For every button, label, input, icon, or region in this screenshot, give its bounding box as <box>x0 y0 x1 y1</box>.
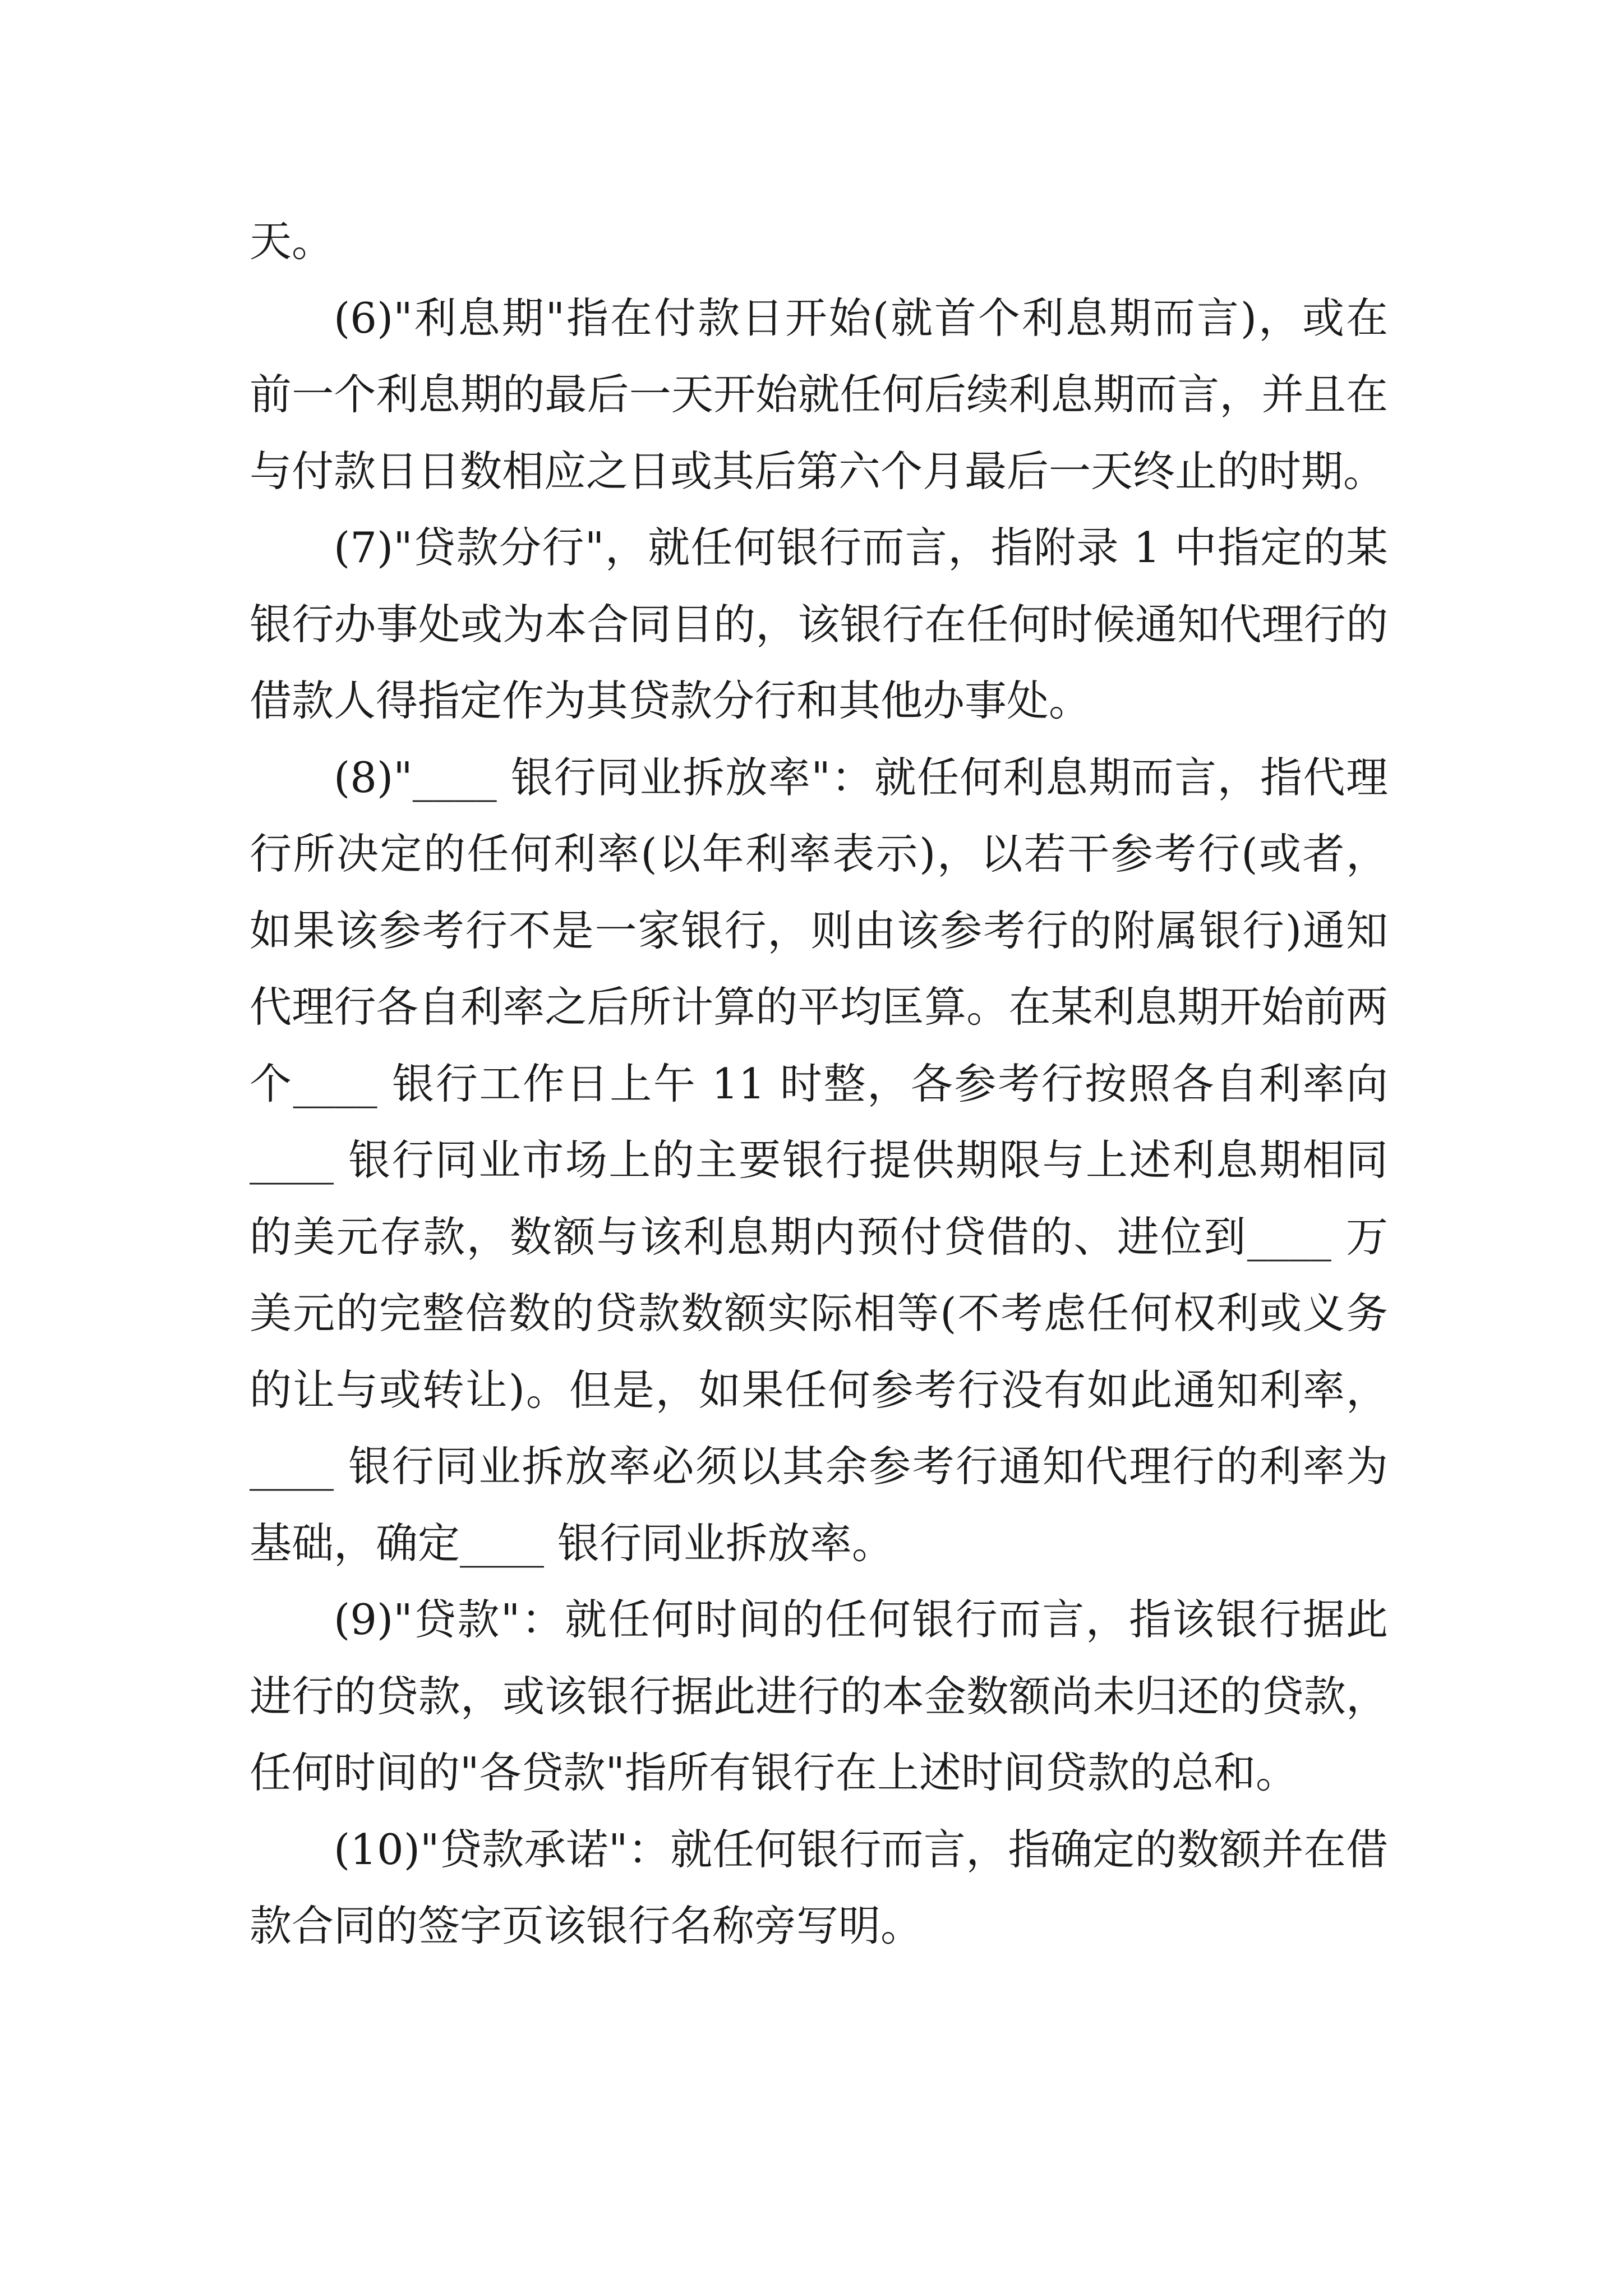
paragraph-continuation: 天。 <box>250 217 334 266</box>
paragraph-interbank-rate: (8)"____ 银行同业拆放率"：就任何利息期而言，指代理行所决定的任何利率(以年利率表示)，以若干参考行(或者，如果该参考行不是一家银行，则由该参考行的附属银行)通知代理行各自利率之后所计算的平均匡算。在某利息期开始前两个____ 银行工作日上午 11 时整，各参考行按照各自利率向____ 银行同业市场上的主要银行提供期限与上述利息期相同的美元存款，数额与该利息期内预付贷借的、进位到____ 万美元的完整倍数的贷款数额实际相等(不考虑任何权利或义务的让与或转让)。但是，如果任何参考行没有如此通知利率，____ 银行同业拆放率必须以其余参考行通知代理行的利率为基础，确定____ 银行同业拆放率。 <box>250 752 1388 1568</box>
paragraph-lending-office: (7)"贷款分行"，就任何银行而言，指附录 1 中指定的某银行办事处或为本合同目的，该银行在任何时候通知代理行的借款人得指定作为其贷款分行和其他办事处。 <box>250 523 1388 725</box>
document-body <box>250 203 1388 1964</box>
paragraph-loan: (9)"贷款"：就任何时间的任何银行而言，指该银行据此进行的贷款，或该银行据此进行的本金数额尚未归还的贷款，任何时间的"各贷款"指所有银行在上述时间贷款的总和。 <box>250 1595 1388 1797</box>
paragraph-interest-period: (6)"利息期"指在付款日开始(就首个利息期而言)，或在前一个利息期的最后一天开始就任何后续利息期而言，并且在与付款日日数相应之日或其后第六个月最后一天终止的时期。 <box>250 293 1388 496</box>
paragraph-loan-commitment: (10)"贷款承诺"：就任何银行而言，指确定的数额并在借款合同的签字页该银行名称旁写明。 <box>250 1824 1388 1950</box>
